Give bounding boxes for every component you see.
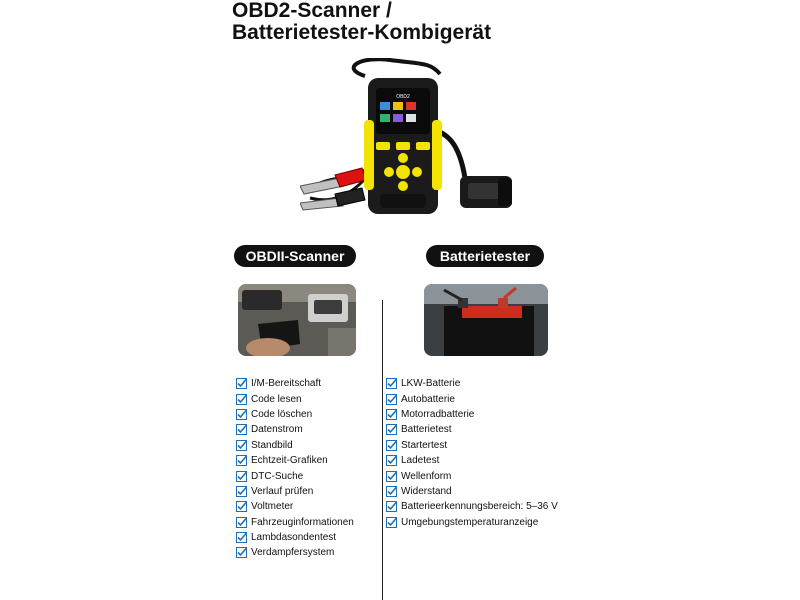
feature-label: Autobatterie (401, 393, 455, 405)
feature-label: Batterietest (401, 424, 452, 436)
obd-feature-item (236, 391, 354, 406)
checkbox-check-icon (236, 394, 247, 405)
checkbox-check-icon (236, 440, 247, 451)
battery-feature-item (386, 484, 558, 499)
checkbox-check-icon (236, 532, 247, 543)
checkbox-check-icon (236, 378, 247, 389)
checkbox-check-icon (236, 486, 247, 497)
obd-feature-item (236, 438, 354, 453)
feature-label: I/M-Bereitschaft (251, 378, 322, 390)
obd-feature-item (236, 453, 354, 468)
feature-label: Fahrzeuginformationen (251, 516, 354, 528)
feature-label: Motorradbatterie (401, 408, 475, 420)
feature-label: Batterieerkennungsbereich: 5–36 V (401, 501, 558, 513)
obdii-scanner-section-label: OBDII-Scanner (234, 245, 356, 267)
checkbox-check-icon (386, 471, 397, 482)
battery-feature-item (386, 376, 558, 391)
checkbox-check-icon (236, 547, 247, 558)
checkbox-check-icon (236, 409, 247, 420)
checkbox-check-icon (386, 455, 397, 466)
checkbox-check-icon (386, 486, 397, 497)
feature-label: Voltmeter (251, 501, 294, 513)
title-line-1: OBD2-Scanner / (232, 0, 392, 22)
title-line-2: Batterietester-Kombigerät (232, 21, 492, 44)
feature-label: Wellenform (401, 470, 452, 482)
checkbox-check-icon (236, 501, 247, 512)
feature-label: Standbild (251, 439, 293, 451)
feature-label: Ladetest (401, 455, 440, 467)
page-title (232, 0, 491, 44)
obd-connector (460, 176, 512, 208)
feature-label: Lambdasondentest (251, 532, 337, 544)
obd-feature-item (236, 530, 354, 545)
feature-label: Umgebungstemperaturanzeige (401, 516, 539, 528)
obd-port-photo (238, 284, 356, 356)
battery-feature-item (386, 438, 558, 453)
obd-feature-item (236, 468, 354, 483)
battery-feature-item (386, 453, 558, 468)
checkbox-check-icon (386, 409, 397, 420)
feature-label: Code löschen (251, 408, 313, 420)
checkbox-check-icon (236, 455, 247, 466)
checkbox-check-icon (386, 394, 397, 405)
battery-feature-item (386, 515, 558, 530)
obd-feature-list (236, 376, 354, 561)
obd-feature-item (236, 515, 354, 530)
obd2-scanner-device-image (300, 58, 540, 218)
checkbox-check-icon (386, 517, 397, 528)
obd-feature-item (236, 499, 354, 514)
feature-label: Echtzeit-Grafiken (251, 455, 328, 467)
feature-label: Startertest (401, 439, 448, 451)
battery-feature-item (386, 407, 558, 422)
battery-feature-item (386, 391, 558, 406)
checkbox-check-icon (236, 424, 247, 435)
battery-feature-item (386, 422, 558, 437)
feature-label: LKW-Batterie (401, 378, 461, 390)
feature-label: Widerstand (401, 485, 452, 497)
battery-feature-list (386, 376, 558, 530)
batterietester-section-label: Batterietester (426, 245, 544, 267)
device-screen-label: OBD2 (396, 94, 410, 100)
battery-feature-item (386, 468, 558, 483)
feature-label: Verlauf prüfen (251, 485, 314, 497)
checkbox-check-icon (386, 424, 397, 435)
checkbox-check-icon (236, 471, 247, 482)
obd-feature-item (236, 484, 354, 499)
obd-feature-item (236, 545, 354, 560)
checkbox-check-icon (236, 517, 247, 528)
checkbox-check-icon (386, 440, 397, 451)
battery-test-photo (424, 284, 548, 356)
column-divider (382, 300, 383, 600)
obd-feature-item (236, 407, 354, 422)
checkbox-check-icon (386, 378, 397, 389)
feature-label: Verdampfersystem (251, 547, 335, 559)
obd-feature-item (236, 376, 354, 391)
battery-feature-item (386, 499, 558, 514)
feature-label: Code lesen (251, 393, 302, 405)
obd-feature-item (236, 422, 354, 437)
checkbox-check-icon (386, 501, 397, 512)
feature-label: Datenstrom (251, 424, 303, 436)
feature-label: DTC-Suche (251, 470, 304, 482)
